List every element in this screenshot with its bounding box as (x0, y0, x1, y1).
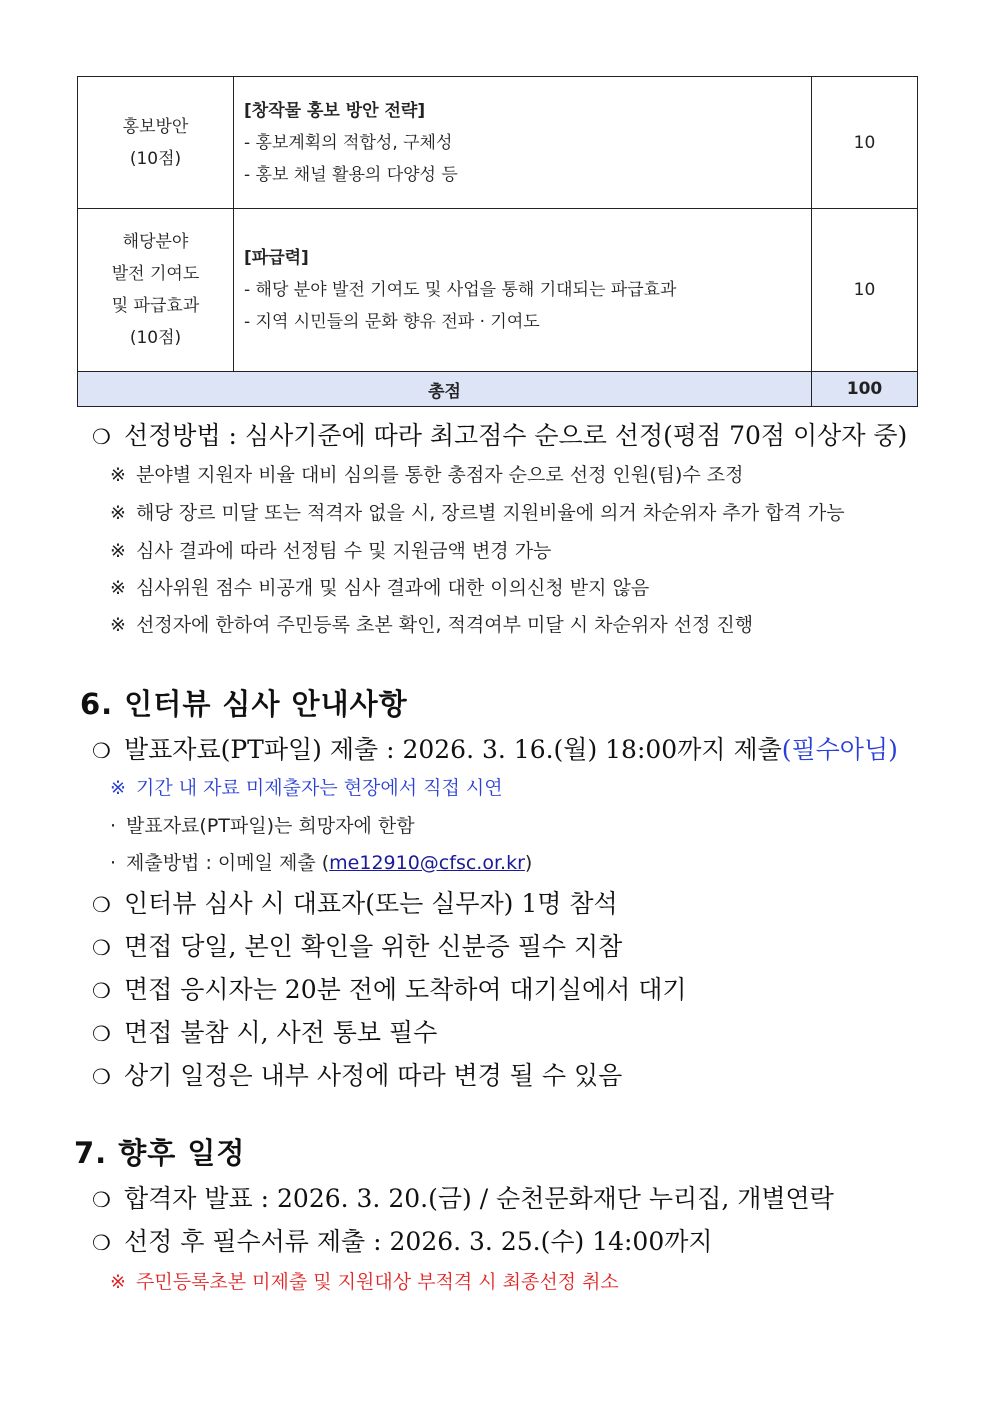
middle-dot-icon: · (110, 815, 117, 837)
interview-item (92, 1013, 437, 1049)
email-link[interactable]: me12910@cfsc.or.kr (329, 852, 525, 874)
reference-mark-icon: ※ (110, 540, 126, 562)
interview-item (92, 730, 898, 766)
criteria-line: - 홍보계획의 적합성, 구체성 (244, 132, 453, 153)
reference-mark-icon: ※ (110, 614, 126, 636)
reference-mark-icon: ※ (110, 577, 126, 599)
interview-item-text: 상기 일정은 내부 사정에 따라 변경 될 수 있음 (124, 1061, 623, 1090)
circle-bullet-icon: ❍ (92, 1188, 111, 1212)
total-row (78, 372, 918, 407)
note-text: 심사위원 점수 비공개 및 심사 결과에 대한 이의신청 받지 않음 (136, 577, 650, 599)
criteria-heading: [파급력] (244, 248, 309, 268)
category-line: 해당분야 (122, 232, 189, 252)
selection-note (110, 573, 649, 600)
section-7-heading: 7. 향후 일정 (74, 1136, 246, 1170)
reference-mark-icon: ※ (110, 1271, 126, 1293)
schedule-item (92, 1179, 834, 1215)
note-text: 분야별 지원자 비율 대비 심의를 통한 총점자 순으로 선정 인원(팀)수 조정 (136, 464, 744, 486)
reference-mark-icon: ※ (110, 777, 126, 799)
interview-item-text: 발표자료(PT파일) 제출 : 2026. 3. 16.(월) 18:00까지 제출 (124, 735, 782, 764)
circle-bullet-icon: ❍ (92, 1022, 111, 1046)
interview-note (110, 773, 503, 800)
table-row (78, 209, 918, 372)
detail-text: 제출방법 : 이메일 제출 ( (126, 852, 330, 874)
criteria-category (78, 77, 234, 209)
detail-text: 발표자료(PT파일)는 희망자에 한함 (126, 815, 415, 837)
reference-mark-icon: ※ (110, 502, 126, 524)
interview-item (92, 927, 622, 963)
total-label: 총점 (78, 372, 812, 407)
circle-bullet-icon: ❍ (92, 979, 111, 1003)
circle-bullet-icon: ❍ (92, 739, 111, 763)
selection-note (110, 536, 551, 563)
criteria-heading: [창작물 홍보 방안 전략] (244, 100, 426, 121)
circle-bullet-icon: ❍ (92, 893, 111, 917)
table-row (78, 77, 918, 209)
reference-mark-icon: ※ (110, 464, 126, 486)
note-text: 기간 내 자료 미제출자는 현장에서 직접 시연 (136, 777, 503, 799)
criteria-line: - 해당 분야 발전 기여도 및 사업을 통해 기대되는 파급효과 (244, 280, 677, 300)
schedule-note (110, 1267, 619, 1294)
note-text: 선정자에 한하여 주민등록 초본 확인, 적격여부 미달 시 차순위자 선정 진행 (136, 614, 754, 636)
interview-item-text: 면접 불참 시, 사전 통보 필수 (124, 1018, 438, 1047)
middle-dot-icon: · (110, 852, 117, 874)
criteria-category (78, 209, 234, 372)
total-value: 100 (812, 372, 918, 407)
section-6-heading: 6. 인터뷰 심사 안내사항 (80, 687, 408, 721)
note-text: 해당 장르 미달 또는 적격자 없을 시, 장르별 지원비율에 의거 차순위자 추가 합격 가능 (136, 502, 845, 524)
selection-note (110, 610, 753, 637)
criteria-line: - 홍보 채널 활용의 다양성 등 (244, 164, 458, 185)
interview-item (92, 884, 618, 920)
note-text: 심사 결과에 따라 선정팀 수 및 지원금액 변경 가능 (136, 540, 552, 562)
schedule-item-text: 선정 후 필수서류 제출 : 2026. 3. 25.(수) 14:00까지 (124, 1227, 713, 1256)
category-line: (10점) (129, 328, 182, 348)
circle-bullet-icon: ❍ (92, 1231, 111, 1255)
note-text: 주민등록초본 미제출 및 지원대상 부적격 시 최종선정 취소 (136, 1271, 619, 1293)
optional-badge: (필수아님) (781, 735, 898, 764)
selection-method (92, 416, 907, 452)
interview-item-text: 면접 당일, 본인 확인을 위한 신분증 필수 지참 (124, 932, 623, 961)
interview-item-text: 면접 응시자는 20분 전에 도착하여 대기실에서 대기 (124, 975, 687, 1004)
circle-bullet-icon: ❍ (92, 936, 111, 960)
criteria-score: 10 (812, 77, 918, 209)
criteria-description (234, 209, 812, 372)
selection-note (110, 498, 845, 525)
interview-item-text: 인터뷰 심사 시 대표자(또는 실무자) 1명 참석 (124, 889, 618, 918)
interview-detail (110, 848, 532, 875)
category-line: 홍보방안 (122, 116, 189, 137)
detail-text: ) (524, 852, 533, 874)
interview-detail (110, 811, 415, 838)
selection-note (110, 460, 744, 487)
category-line: 및 파급효과 (111, 296, 200, 316)
criteria-score: 10 (812, 209, 918, 372)
criteria-line: - 지역 시민들의 문화 향유 전파 · 기여도 (244, 312, 540, 332)
criteria-description (234, 77, 812, 209)
interview-item (92, 970, 687, 1006)
evaluation-table (77, 76, 918, 407)
schedule-item-text: 합격자 발표 : 2026. 3. 20.(금) / 순천문화재단 누리집, 개별연락 (124, 1184, 834, 1213)
circle-bullet-icon: ❍ (92, 1065, 111, 1089)
category-line: 발전 기여도 (111, 264, 200, 284)
category-line: (10점) (129, 148, 182, 169)
interview-item (92, 1056, 622, 1092)
selection-method-text: 선정방법 : 심사기준에 따라 최고점수 순으로 선정(평점 70점 이상자 중) (124, 421, 908, 450)
schedule-item (92, 1222, 713, 1258)
circle-bullet-icon: ❍ (92, 425, 111, 449)
